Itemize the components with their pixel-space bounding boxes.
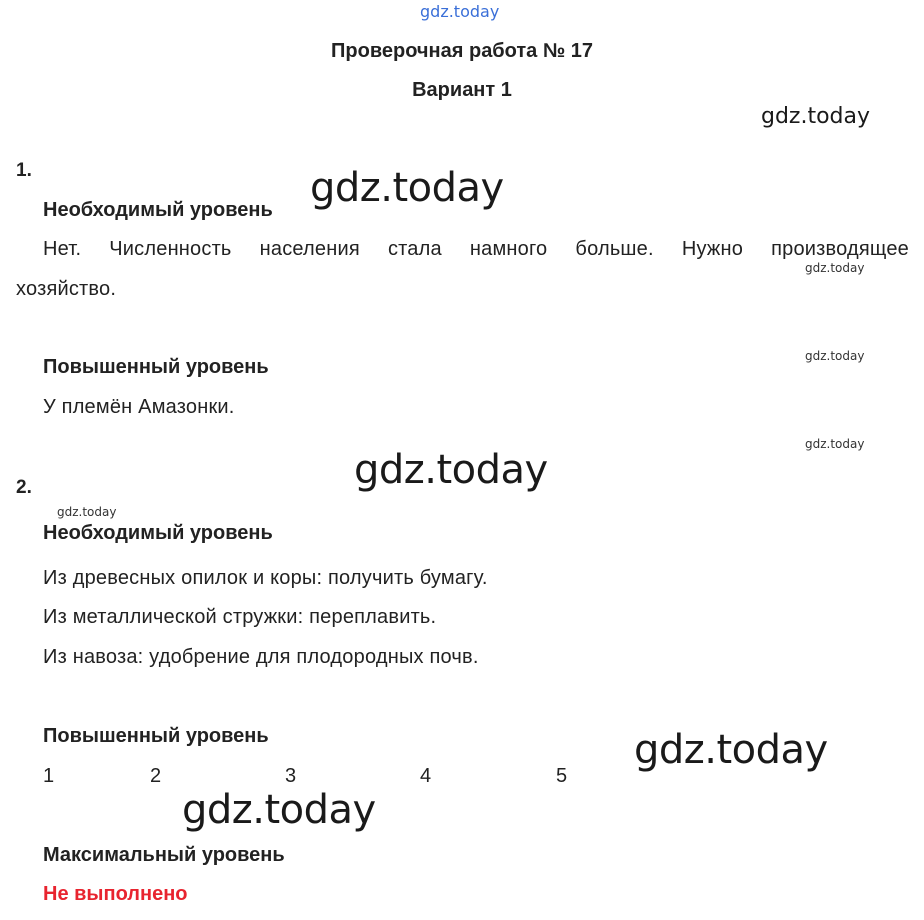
task-2-basic-answer-line1: Из древесных опилок и коры: получить бумагу.: [43, 567, 488, 589]
watermark-top: gdz.today: [420, 2, 500, 21]
option-number: 1: [43, 765, 55, 787]
watermark: gdz.today: [761, 104, 871, 129]
task-1-number: 1.: [16, 160, 32, 181]
task-1-advanced-answer: У племён Амазонки.: [43, 396, 235, 418]
option-number: 4: [420, 765, 432, 787]
watermark: gdz.today: [805, 437, 865, 451]
task-2-basic-level-heading: Необходимый уровень: [43, 522, 273, 544]
page-title: Проверочная работа № 17: [331, 40, 593, 62]
task-1-basic-answer-line2: хозяйство.: [16, 278, 117, 300]
task-1-basic-level-heading: Необходимый уровень: [43, 199, 273, 221]
watermark: gdz.today: [182, 787, 376, 833]
watermark: gdz.today: [310, 165, 504, 211]
task-2-max-level-heading: Максимальный уровень: [43, 844, 285, 866]
watermark: gdz.today: [634, 727, 828, 773]
watermark: gdz.today: [805, 261, 865, 275]
task-1-basic-answer-line1: Нет. Численность населения стала намного больше. Нужно производящее: [43, 238, 909, 260]
variant-title: Вариант 1: [412, 79, 512, 101]
watermark: gdz.today: [354, 447, 548, 493]
option-number: 5: [556, 765, 568, 787]
task-2-number: 2.: [16, 477, 32, 498]
watermark: gdz.today: [57, 505, 117, 519]
task-2-basic-answer-line2: Из металлической стружки: переплавить.: [43, 606, 437, 628]
option-number: 2: [150, 765, 162, 787]
task-1-advanced-level-heading: Повышенный уровень: [43, 356, 269, 378]
task-2-basic-answer-line3: Из навоза: удобрение для плодородных почв.: [43, 646, 479, 668]
task-2-max-status: Не выполнено: [43, 883, 188, 905]
task-2-advanced-level-heading: Повышенный уровень: [43, 725, 269, 747]
watermark: gdz.today: [805, 349, 865, 363]
option-number: 3: [285, 765, 297, 787]
